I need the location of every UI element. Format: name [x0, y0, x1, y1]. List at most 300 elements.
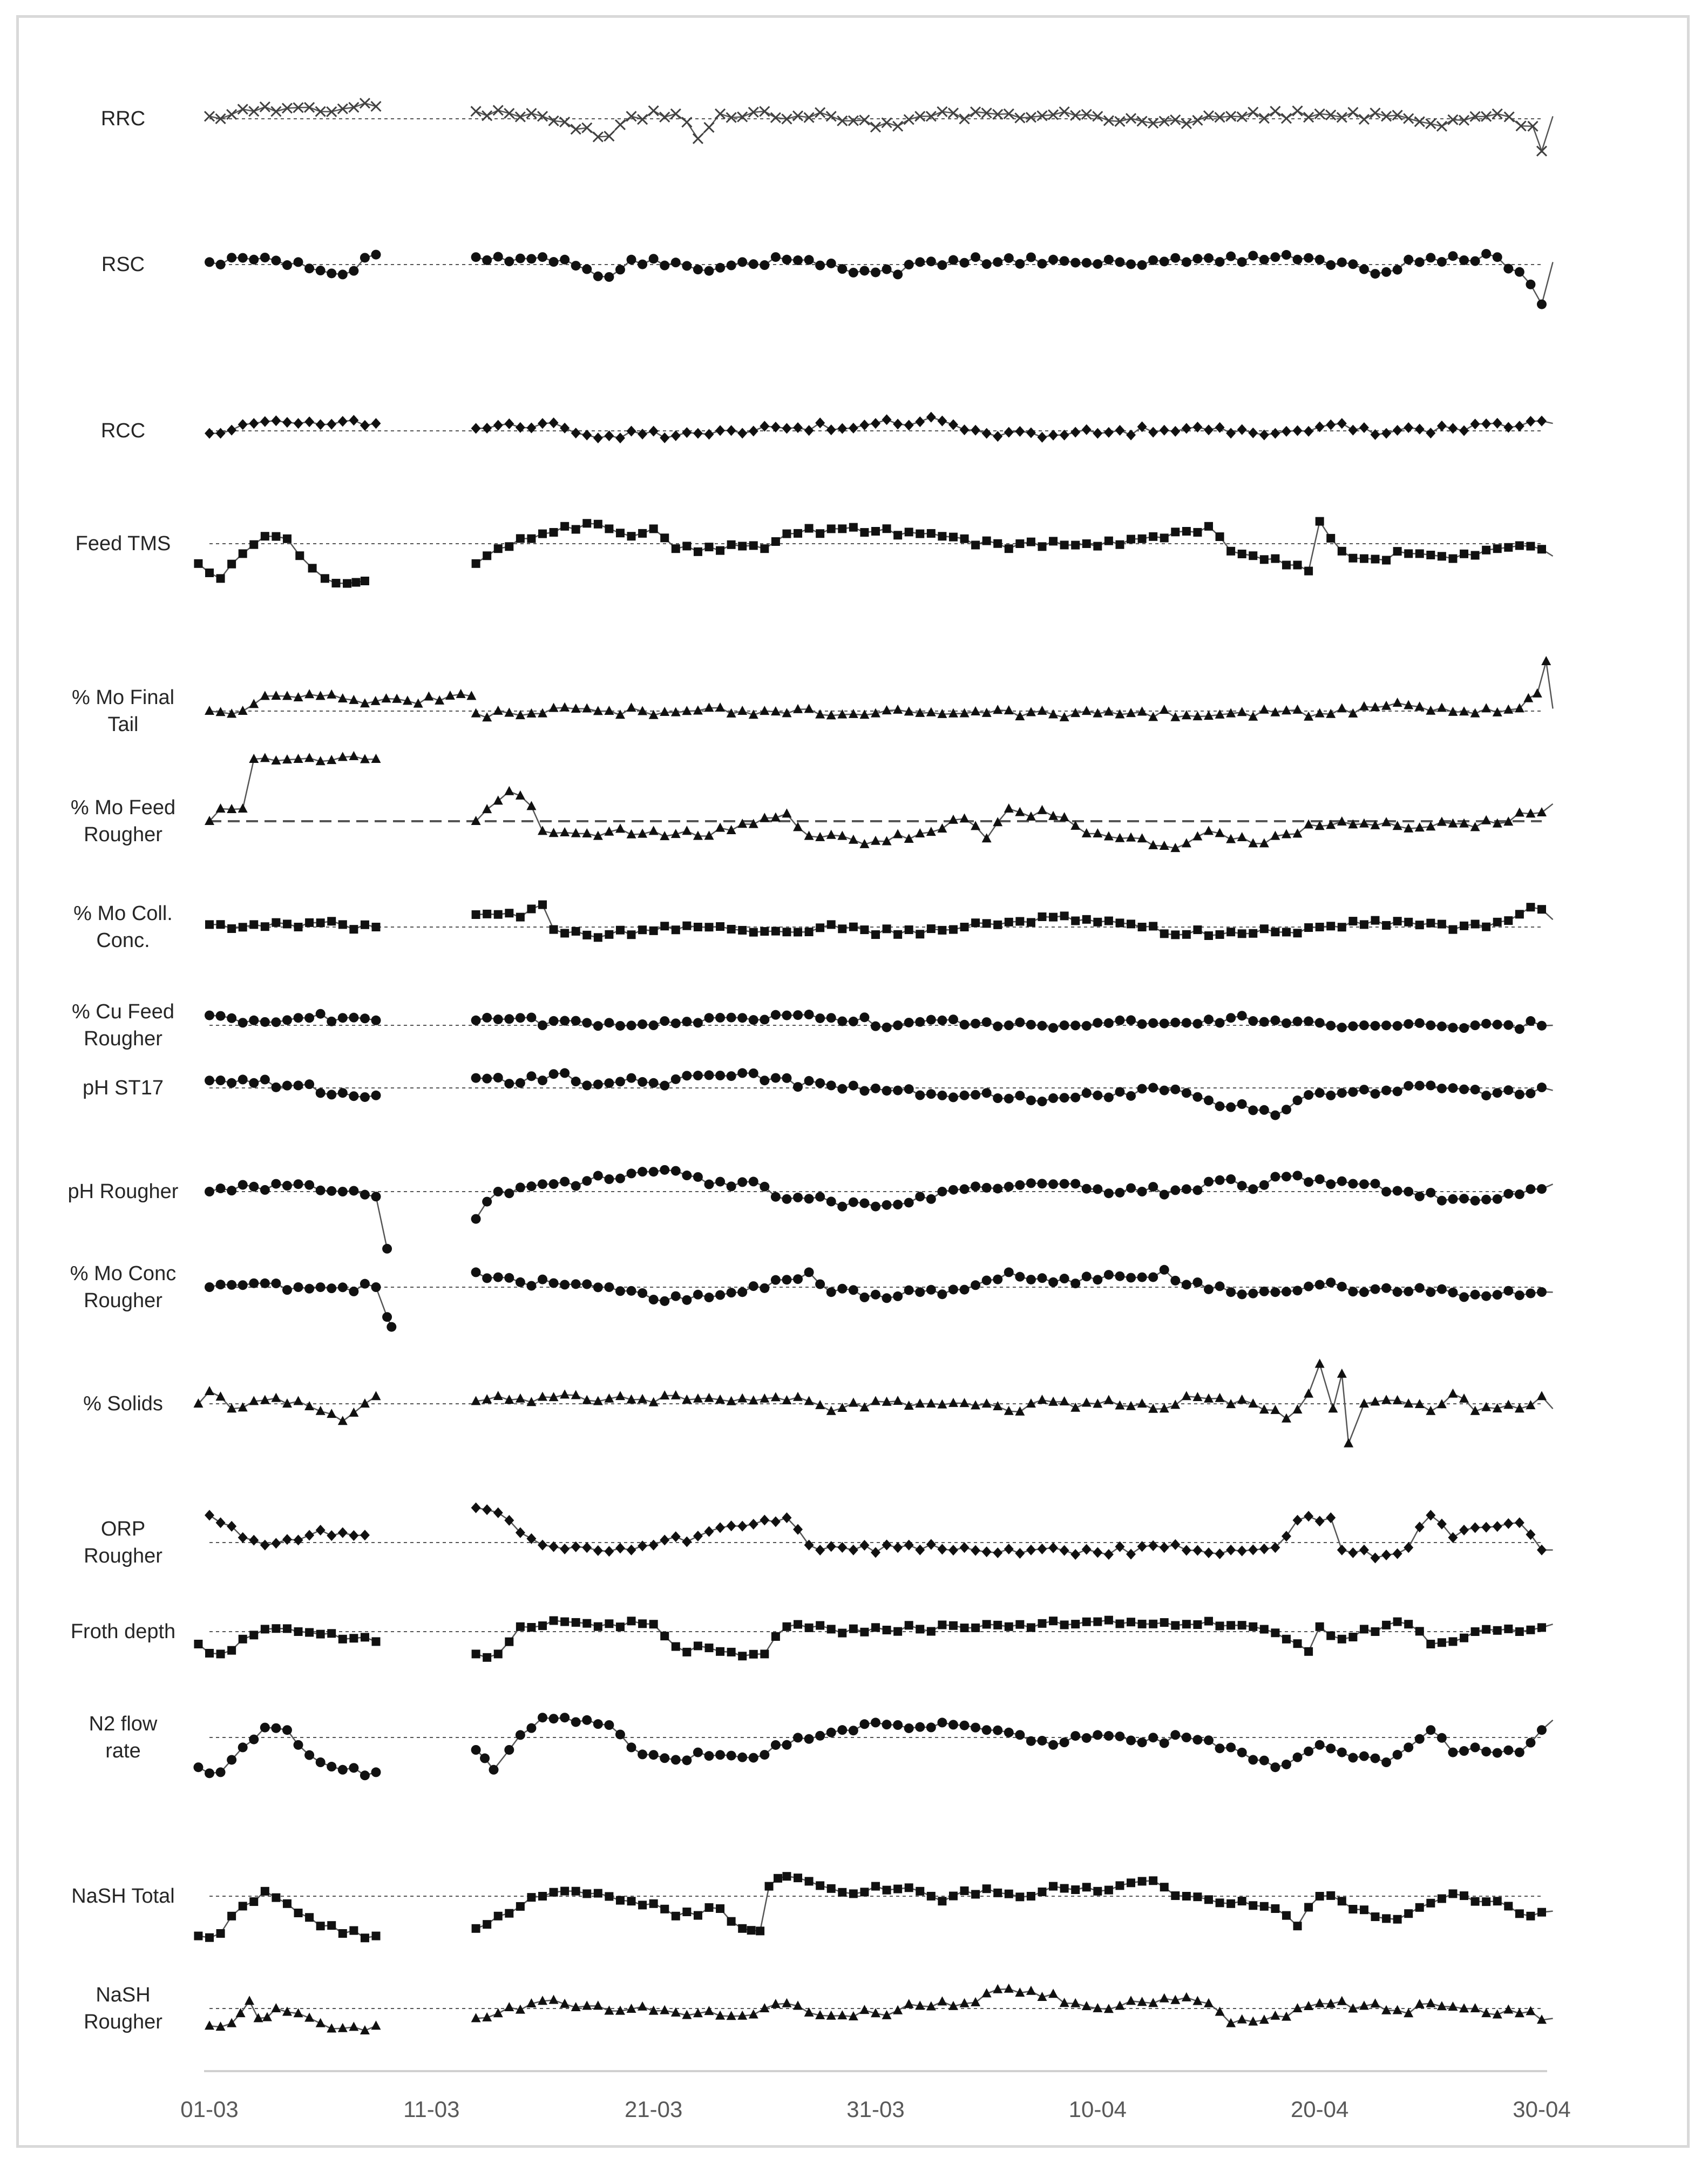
data-point [615, 1729, 625, 1739]
data-point [849, 1285, 858, 1295]
data-point [582, 265, 592, 274]
data-point [1060, 1274, 1069, 1283]
data-point [1204, 253, 1214, 263]
data-point [1293, 1017, 1303, 1026]
data-point [271, 1393, 281, 1402]
data-point [1015, 1892, 1024, 1901]
data-point [227, 924, 236, 933]
data-point [593, 272, 603, 281]
data-point [1404, 114, 1413, 124]
data-point [1304, 1903, 1313, 1912]
data-point [727, 425, 736, 436]
data-point [1404, 422, 1413, 433]
data-point [615, 1286, 625, 1296]
data-point [615, 1077, 625, 1086]
data-point [282, 691, 292, 700]
data-point [815, 1731, 825, 1741]
data-point [526, 1281, 536, 1290]
data-point [1015, 1620, 1024, 1629]
data-point [704, 1393, 714, 1402]
series-label: % Cu Feed [71, 1000, 175, 1023]
data-point [560, 1887, 569, 1896]
data-point [1015, 1018, 1025, 1027]
data-point [216, 1767, 226, 1777]
data-point [993, 1184, 1002, 1193]
data-point [338, 1765, 348, 1775]
data-point [483, 910, 491, 918]
data-point [771, 1275, 781, 1285]
data-point [904, 1084, 914, 1094]
data-point [682, 1755, 692, 1765]
data-point [1526, 1738, 1535, 1748]
data-point [749, 1176, 758, 1186]
data-point [693, 1531, 703, 1541]
data-point [205, 1933, 214, 1942]
data-point [1437, 1196, 1447, 1206]
data-point [1148, 712, 1158, 721]
data-point [960, 258, 970, 268]
series-mo-conc-rougher [70, 1262, 1553, 1332]
data-point [504, 786, 514, 795]
data-point [216, 574, 225, 583]
series-rcc [101, 412, 1553, 444]
data-point [1348, 1905, 1357, 1913]
data-point [1348, 1287, 1358, 1296]
data-point [1204, 1547, 1214, 1558]
data-point [582, 1542, 592, 1553]
data-point [1026, 1095, 1036, 1105]
data-point [1038, 912, 1047, 921]
data-point [249, 1735, 259, 1744]
data-point [1381, 1550, 1391, 1560]
data-point [1093, 259, 1102, 269]
data-point [550, 1888, 558, 1897]
data-point [1093, 542, 1102, 551]
data-point [1160, 929, 1169, 938]
data-point [1537, 146, 1547, 156]
data-point [216, 428, 226, 439]
data-point [837, 2010, 847, 2019]
data-point [1426, 1899, 1435, 1908]
series-label: % Mo Final [71, 686, 175, 709]
data-point [472, 559, 480, 568]
data-point [1204, 1735, 1214, 1745]
data-point [1293, 1171, 1303, 1180]
data-point [938, 532, 946, 540]
data-point [1526, 1626, 1535, 1634]
data-point [550, 1617, 558, 1625]
data-point [1060, 1020, 1069, 1030]
data-point [216, 803, 226, 813]
data-point [1470, 418, 1480, 429]
data-point [538, 111, 547, 121]
data-point [1126, 833, 1136, 842]
data-point [1060, 1998, 1069, 2007]
data-point [1004, 427, 1014, 438]
data-point [704, 266, 714, 276]
data-point [1270, 1016, 1280, 1025]
data-point [1426, 1080, 1435, 1090]
data-point [1082, 539, 1091, 548]
data-point [882, 118, 892, 127]
data-point [572, 927, 580, 936]
data-point [194, 559, 202, 568]
data-point [304, 753, 314, 762]
data-point [782, 1194, 791, 1204]
data-point [1293, 560, 1302, 569]
data-point [1459, 255, 1469, 265]
data-point [993, 705, 1002, 714]
data-point [1082, 1088, 1092, 1098]
data-point [271, 415, 281, 426]
data-point [938, 926, 946, 935]
data-point [993, 1726, 1002, 1735]
data-point [482, 423, 492, 434]
data-point [1093, 428, 1102, 439]
data-point [1503, 1518, 1513, 1529]
data-point [1381, 267, 1391, 277]
data-point [849, 1081, 858, 1091]
data-point [749, 1519, 758, 1530]
data-point [216, 1391, 226, 1401]
data-point [715, 1177, 725, 1187]
data-point [238, 1180, 248, 1189]
data-point [837, 1725, 847, 1735]
data-point [1282, 1911, 1291, 1920]
data-point [1237, 424, 1247, 435]
data-point [304, 1013, 314, 1023]
data-point [1226, 1621, 1235, 1629]
data-point [1082, 1272, 1092, 1281]
data-point [538, 1713, 547, 1722]
data-point [1137, 1273, 1147, 1282]
data-point [949, 533, 958, 542]
data-point [1182, 423, 1191, 434]
data-point [882, 265, 892, 274]
data-point [227, 425, 236, 436]
series-line [476, 792, 1553, 848]
data-point [560, 1176, 570, 1186]
data-point [1448, 1748, 1458, 1757]
data-point [1093, 1618, 1102, 1626]
data-point [1127, 1878, 1135, 1887]
data-point [1393, 265, 1402, 275]
data-point [1170, 1185, 1180, 1195]
data-point [1082, 706, 1092, 715]
data-point [982, 428, 992, 439]
data-point [893, 1291, 903, 1301]
data-point [727, 1071, 736, 1081]
data-point [905, 528, 913, 536]
data-point [538, 1020, 547, 1030]
data-point [1126, 1273, 1136, 1282]
data-point [1104, 1731, 1114, 1741]
data-point [1171, 1891, 1180, 1900]
data-point [638, 925, 647, 934]
data-point [1259, 1017, 1269, 1027]
data-point [671, 1390, 681, 1399]
data-point [271, 1538, 281, 1548]
data-point [261, 1625, 269, 1633]
data-point [1082, 258, 1092, 268]
data-point [904, 1018, 914, 1027]
data-point [1026, 1986, 1036, 1995]
data-point [304, 1284, 314, 1294]
data-point [1049, 913, 1058, 922]
data-point [1459, 1194, 1469, 1203]
data-point [915, 1398, 925, 1408]
data-point [593, 1719, 603, 1729]
data-point [927, 1892, 936, 1901]
data-point [538, 708, 547, 718]
data-point [1093, 828, 1102, 837]
data-point [1393, 1186, 1402, 1196]
data-point [694, 547, 702, 556]
data-point [1082, 424, 1092, 435]
data-point [1537, 1391, 1547, 1400]
data-point [1005, 918, 1013, 927]
data-point [1448, 423, 1458, 434]
data-point [271, 1083, 281, 1092]
data-point [1192, 1545, 1202, 1556]
data-point [1115, 1400, 1124, 1409]
data-point [627, 1073, 636, 1083]
data-point [982, 1183, 992, 1193]
data-point [593, 1171, 603, 1181]
data-point [516, 1902, 525, 1911]
data-point [216, 1076, 226, 1085]
data-point [1048, 811, 1058, 820]
data-point [1326, 260, 1336, 270]
data-point [338, 1635, 347, 1644]
data-point [1326, 1743, 1336, 1753]
data-point [982, 1725, 992, 1735]
data-point [871, 1396, 880, 1405]
data-point [1193, 1620, 1202, 1629]
data-point [849, 268, 858, 278]
data-point [804, 704, 814, 713]
data-point [1437, 421, 1447, 431]
data-point [1070, 1279, 1080, 1288]
data-point [249, 540, 258, 549]
data-point [304, 1750, 314, 1760]
series-mo-final-tail [72, 656, 1553, 736]
data-point [893, 1885, 902, 1893]
data-point [1448, 925, 1457, 934]
data-point [582, 1619, 591, 1628]
data-point [1293, 828, 1303, 837]
data-point [349, 1926, 358, 1935]
data-point [1048, 255, 1058, 265]
data-point [1315, 1280, 1325, 1289]
data-point [749, 425, 758, 436]
data-point [360, 1770, 370, 1780]
data-point [1326, 1632, 1335, 1640]
data-point [1382, 1914, 1391, 1923]
data-point [1148, 427, 1158, 437]
data-point [1404, 1620, 1413, 1628]
data-point [1015, 1730, 1025, 1740]
data-point [937, 260, 947, 270]
data-point [971, 540, 980, 549]
data-point [1126, 1183, 1136, 1193]
data-point [1404, 1542, 1413, 1553]
data-point [560, 1544, 570, 1554]
data-point [804, 255, 814, 265]
data-point [1293, 106, 1303, 116]
data-point [1338, 1635, 1346, 1644]
data-point [294, 1080, 303, 1090]
data-point [1393, 425, 1402, 436]
data-point [816, 529, 824, 538]
data-point [327, 1017, 336, 1026]
data-point [694, 1911, 702, 1920]
data-point [715, 702, 725, 712]
data-point [239, 549, 247, 558]
data-point [826, 424, 836, 435]
data-point [327, 268, 336, 278]
data-point [1426, 919, 1435, 928]
data-point [859, 266, 869, 275]
data-point [760, 706, 769, 715]
data-point [1393, 917, 1402, 925]
data-point [483, 1653, 491, 1662]
data-point [1115, 257, 1124, 267]
data-point [948, 420, 958, 430]
data-point [715, 109, 725, 119]
data-point [1426, 253, 1435, 262]
data-point [1448, 1194, 1458, 1204]
data-point [1371, 1021, 1380, 1031]
data-point [1282, 1105, 1291, 1114]
data-point [1038, 542, 1047, 551]
data-point [971, 1019, 980, 1029]
data-point [1270, 1172, 1280, 1181]
data-point [316, 266, 326, 275]
data-point [1515, 1189, 1524, 1199]
data-point [1237, 1546, 1247, 1557]
data-point [1448, 1637, 1457, 1646]
data-point [1237, 257, 1247, 267]
data-point [871, 1717, 880, 1727]
data-point [238, 803, 248, 813]
data-point [993, 1889, 1002, 1897]
data-point [1137, 260, 1147, 270]
data-point [1415, 1081, 1425, 1091]
data-point [749, 541, 758, 550]
data-point [1304, 112, 1313, 122]
data-point [704, 702, 714, 712]
data-point [327, 1283, 336, 1293]
data-point [316, 1088, 326, 1098]
data-point [949, 1892, 958, 1901]
data-point [1126, 1996, 1136, 2005]
data-point [1182, 1018, 1191, 1027]
data-point [338, 416, 348, 427]
data-point [283, 535, 292, 543]
data-point [1070, 1549, 1080, 1560]
data-point [1138, 535, 1147, 543]
data-point [1160, 1265, 1169, 1275]
data-point [1381, 428, 1391, 439]
data-point [682, 1171, 692, 1180]
data-point [971, 1997, 980, 2006]
data-point [1359, 1287, 1369, 1297]
data-point [1160, 1086, 1169, 1095]
data-point [771, 927, 780, 936]
data-point [949, 1621, 958, 1630]
data-point [1415, 1903, 1424, 1912]
data-point [327, 1090, 336, 1099]
x-tick-label: 30-04 [1513, 2097, 1571, 2122]
data-point [1503, 1189, 1513, 1199]
data-point [371, 1391, 381, 1400]
data-point [1504, 112, 1514, 121]
data-point [760, 1514, 769, 1525]
data-point [704, 1526, 714, 1537]
data-point [1038, 1097, 1047, 1106]
data-point [672, 1642, 680, 1651]
series-label: Rougher [84, 1027, 162, 1050]
data-point [782, 1622, 791, 1631]
data-point [1348, 1022, 1358, 1031]
data-point [216, 1184, 226, 1193]
data-point [1515, 1748, 1524, 1757]
data-point [205, 2020, 214, 2030]
data-point [1204, 1095, 1214, 1105]
data-point [294, 1740, 303, 1750]
data-point [1304, 1177, 1313, 1187]
data-point [472, 1924, 480, 1933]
data-point [805, 1624, 814, 1632]
data-point [471, 1016, 481, 1025]
data-point [271, 256, 281, 266]
data-point [294, 1179, 303, 1189]
data-point [360, 1092, 370, 1102]
data-point [1348, 259, 1358, 269]
data-point [1104, 427, 1114, 438]
data-point [1382, 921, 1391, 930]
data-point [649, 1899, 658, 1908]
series-label: % Solids [83, 1392, 163, 1415]
data-point [883, 524, 891, 533]
data-point [760, 1015, 769, 1024]
data-point [893, 269, 903, 279]
data-point [738, 1924, 747, 1933]
data-point [1337, 1023, 1347, 1032]
data-point [471, 106, 481, 116]
data-point [638, 1749, 647, 1759]
data-point [571, 1181, 581, 1191]
data-point [1270, 1405, 1280, 1414]
data-point [1170, 1085, 1180, 1094]
data-point [893, 419, 903, 430]
series-label: Feed TMS [75, 532, 171, 555]
data-point [1215, 1548, 1225, 1559]
data-point [1127, 535, 1135, 543]
data-point [882, 1539, 892, 1550]
data-point [960, 1184, 970, 1194]
data-point [538, 1275, 547, 1284]
data-point [1448, 554, 1457, 563]
data-point [1060, 1396, 1069, 1405]
data-point [1515, 807, 1524, 816]
data-point [1060, 1737, 1069, 1747]
data-point [1481, 1402, 1491, 1411]
data-point [272, 1893, 280, 1902]
data-point [1282, 1414, 1291, 1423]
data-point [238, 1742, 248, 1752]
